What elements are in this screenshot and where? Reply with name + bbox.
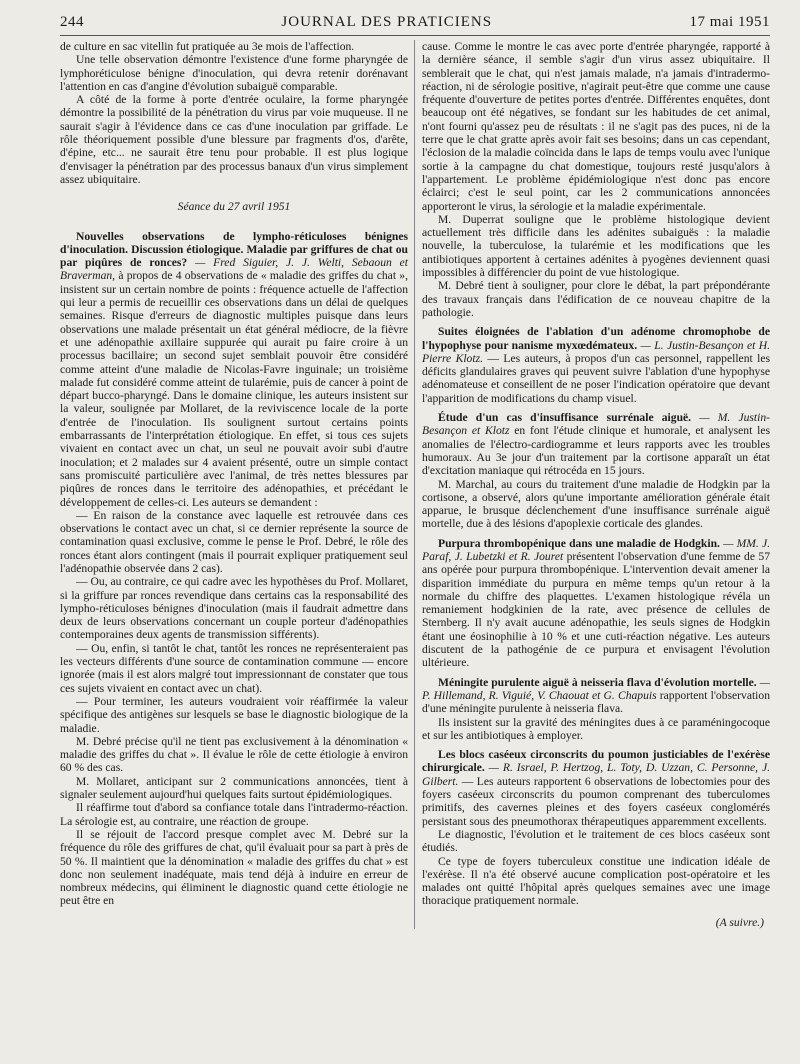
article-paragraph <box>422 748 770 828</box>
article-authors: — R. Israel, P. Hertzog, L. Toty, D. Uzzan, C. Personne, J. Gilbert. <box>422 761 770 788</box>
paragraph: Le diagnostic, l'évolution et le traitement de ces blocs caséeux sont étudiés. <box>422 827 770 855</box>
journal-title: JOURNAL DES PRATICIENS <box>281 14 493 30</box>
paragraph: — Ou, au contraire, ce qui cadre avec les hypothèses du Prof. Mollaret, si la griffure par ronces revendique dans certains cas la responsabilité des lympho-réticuloses bénignes d'inoculation (mais il faudrait admettre dans deux de leurs observations concernant un couple porteur d'adénopathies contemporaines deux agents de transmission sifférents). <box>60 575 408 642</box>
article-paragraph <box>60 230 408 509</box>
paragraph: M. Debré précise qu'il ne tient pas exclusivement à la dénomination « maladie des griffes du chat ». Il évalue le rôle de cette étiologie à environ 60 % des cas. <box>60 734 408 775</box>
paragraph: cause. Comme le montre le cas avec porte d'entrée pharyngée, rapporté à la dernière séance, il semble s'agir d'un virus assez ubiquitaire. Il semblerait que le chat, qui n'est jamais malade, n'a jamais d'intradermo-réaction, ni de sérologie positive, n'agirait peut-être que comme une cause fréquente d'ouverture de petites portes d'entrée. Différentes enquêtes, dont beaucoup ont été négatives, se fondant sur les habitudes de cet animal, n'ont fourni qu'assez peu de résultats : il ne s'agit pas des puces, ni de la terre que le chat gratte après avoir fait ses besoins; dans un cas cependant, l'éclosion de la maladie coïncida dans le laps de temps voulu avec l'unique sortie à la campagne du chat domestique, toujours resté jusqu'alors à l'appartement. Le problème épidémiologique n'est donc pas encore éclairci; c'est le seul point, car les 2 communications annoncées apporteront le virus, la sérologie et la maladie expérimentale. <box>422 40 770 213</box>
article-text: présentent l'observation d'une femme de 57 ans opérée pour purpura thrombopénique. L'intervention devait amener la disparition immédiate du purpura en même temps qu'un retour à la normale du chiffre des plaquettes. L'examen histologique révéla un remaniement hodgkinien de la rate, avec présence de cellules de Sternberg. Il n'y avait aucune adénopathie, les seuls signes de Hodgkin étant une éosinophilie à 10 % et une cuti-réaction négative. Les auteurs discutent de la pathogénie de ce purpura et envisagent l'évolution ultérieure. <box>422 549 770 670</box>
article-title: Suites éloignées de l'ablation d'un adénome chromophobe de l'hypophyse pour nanisme myxœdémateux. <box>422 325 770 352</box>
article-paragraph <box>422 676 770 716</box>
article-title: Les blocs caséeux circonscrits du poumon justiciables de l'exérèse chirurgicale. <box>422 748 770 775</box>
article-text: — Les auteurs, à propos d'un cas personnel, rappellent les déficits glandulaires graves qui peuvent suivre l'ablation d'une hypophyse adénomateuse et conseillent de ne poser l'indication opératoire que devant l'apparition de modifications du champ visuel. <box>422 351 770 405</box>
article-text: à propos de 4 observations de « maladie des griffes du chat », insistent sur un certain nombre de points : fréquence actuelle de l'affection qui leur a permis de recueillir ces observations dans un délai de quelques semaines. Risque d'erreurs de diagnostic multiples puisque dans leurs observations une malade présentait un état général médiocre, de la fièvre et une adénopathie axillaire suppurée qui aurait pu faire croire à un processus bacillaire; un second sujet semblait pouvoir être considéré comme atteint d'une maladie de Nicolas-Favre inguinale; un troisième malade fut considéré comme atteint de tularémie, puis de cancer à point de départ bucco-pharyngé. Dans le domaine clinique, les auteurs insistent sur la valeur, soulignée par Mollaret, de la reviviscence locale de la porte d'entrée de l'inoculation. Ils soulignent surtout certains points embarrassants de l'interprétation étiologique. En effet, si tous ces sujets vivaient en contact avec un chat, un seul ne pouvait avoir subi d'autre inoculation; et 2 malades sur 4 avaient présenté, outre un simple contact sans promiscuité particulière avec l'animal, de très nettes blessures par piqûres de ronces dans le territoire des adénopathies, et précédant le développement de celles-ci. Les auteurs se demandent : <box>60 269 408 509</box>
issue-date: 17 mai 1951 <box>689 14 770 30</box>
article-text: en font l'étude clinique et humorale, et analysent les anomalies de l'électro-cardiogramme et leurs rapports avec les troubles humoraux. Au 3e jour d'un traitement par la cortisone apparaît un état d'excitation maniaque qui rétrocéda en 15 jours. <box>422 424 770 478</box>
article-title: Méningite purulente aiguë à neisseria flava d'évolution mortelle. <box>438 675 757 689</box>
article-paragraph <box>422 325 770 405</box>
article-authors: — Fred Siguier, J. J. Welti, Sebaoun et Braverman, <box>60 256 408 283</box>
article-authors: — MM. J. Paraf, J. Lubetzki et R. Jouret <box>422 536 770 563</box>
paragraph: M. Duperrat souligne que le problème histologique devient actuellement très difficile dans les adénites subaiguës : la maladie nouvelle, la tuberculose, la tularémie et les modifications que les antibiotiques apportent à certaines adénites à pyogènes deviennent quasi impossibles à différencier du point de vue histologique. <box>422 212 770 280</box>
paragraph: de culture en sac vitellin fut pratiquée au 3e mois de l'affection. <box>60 40 355 53</box>
paragraph: M. Marchal, au cours du traitement d'une maladie de Hodgkin par la cortisone, a observé, alors qu'une importante amélioration générale était apparue, le brusque déclenchement d'une insuffisance surrénale aiguë mortelle, due à des lésions d'apoplexie corticale des glandes. <box>422 477 770 531</box>
article-title: Étude d'un cas d'insuffisance surrénale aiguë. <box>438 411 692 425</box>
article-title: Purpura thrombopénique dans une maladie de Hodgkin. <box>438 536 720 550</box>
paragraph: M. Debré tient à souligner, pour clore le débat, la part prépondérante des travaux français dans l'édification de ce nouveau chapitre de la pathologie. <box>422 279 770 319</box>
paragraph: — Ou, enfin, si tantôt le chat, tantôt les ronces ne représenteraient pas les vecteurs différents d'une source de contamination commune — encore ignorée (mais il est alors malgré tout impressionnant de constater que tous ces sujets vivaient en contact avec un chat). <box>60 641 408 695</box>
to-be-continued: (A suivre.) <box>715 915 764 929</box>
paragraph: — Pour terminer, les auteurs voudraient voir réaffirmée la valeur spécifique des antigènes sur lesquels se base le diagnostic biologique de la maladie. <box>60 694 408 735</box>
paragraph: Ce type de foyers tuberculeux constitue une indication idéale de l'exérèse. Il n'a été observé aucune complication post-opératoire et les malades ont quitté l'hôpital après quelques semaines avec une image thoracique pratiquement normale. <box>422 854 770 908</box>
text-columns <box>60 40 770 929</box>
page-number: 244 <box>60 14 84 30</box>
paragraph: — En raison de la constance avec laquelle est retrouvée dans ces observations le contact avec un chat, si ce dernier représente la source de contamination quasi exclusive, comme le pense le Prof. Debré, le rôle des ronces étant alors contingent (mais il pourrait expliquer pratiquement seul l'adénopathie observée dans 2 cas). <box>60 508 408 575</box>
article-authors: — L. Justin-Besançon et H. Pierre Klotz. <box>422 338 770 365</box>
article-authors: — M. Justin-Besançon et Klotz <box>422 411 770 438</box>
paragraph: Il réaffirme tout d'abord sa confiance totale dans l'intradermo-réaction. La sérologie est, au contraire, une réaction de groupe. <box>60 801 408 828</box>
paragraph: Ils insistent sur la gravité des méningites dues à ce paraméningocoque et sur les antibiotiques à employer. <box>422 715 770 742</box>
article-authors: — P. Hillemand, R. Viguié, V. Chaouat et G. Chapuis <box>422 675 770 702</box>
article-text: rapportent l'observation d'une méningite purulente à neisseria flava. <box>422 688 771 716</box>
paragraph: Une telle observation démontre l'existence d'une forme pharyngée de lymphoréticulose bénigne d'inoculation, qui devra retenir dorénavant l'attention en cas d'angine d'évolution subaiguë comparable. <box>60 53 408 93</box>
page-header <box>60 14 770 36</box>
article-text: — Les auteurs rapportent 6 observations de lobectomies pour des foyers caséeux circonscrits du poumon comprenant des tuberculomes primitifs, des cavernes pleines et des foyers caséeux conglomérés persistant sous des pneumothorax thérapeutiques apparemment excellents. <box>422 774 770 828</box>
paragraph: Il se réjouit de l'accord presque complet avec M. Debré sur la fréquence du rôle des griffures de chat, qu'il évaluait pour sa part à près de 50 %. Il maintient que la dénomination « maladie des griffes du chat » est donc non seulement inadéquate, mais tend déjà à induire en erreur de nombreux médecins, qui éliminent le diagnostic quand cette étiologie ne peut être en <box>60 827 408 908</box>
paragraph: A côté de la forme à porte d'entrée oculaire, la forme pharyngée démontre la possibilité de la pénétration du virus par voie muqueuse. Il ne saurait s'agir à l'évidence dans ce cas d'une inoculation par griffade. Le rôle théoriquement possible d'une blessure par fragments d'os, d'arête, d'épine, etc... ne saurait être tenu pour probable. Il est plus logique d'envisager la pénétration par des processus banaux d'un virus simplement assez ubiquitaire. <box>60 93 408 186</box>
paragraph: M. Mollaret, anticipant sur 2 communications annoncées, tient à signaler seulement aujourd'hui quelques faits surtout épidémiologiques. <box>60 774 408 802</box>
article-title: Nouvelles observations de lympho-réticuloses bénignes d'inoculation. Discussion étiologique. Maladie par griffures de chat ou par piqûres de ronces? <box>60 229 408 270</box>
left-column <box>60 40 415 929</box>
session-heading: Séance du 27 avril 1951 <box>177 200 291 214</box>
article-paragraph <box>422 411 770 477</box>
right-column <box>415 40 770 929</box>
article-paragraph <box>422 537 770 670</box>
